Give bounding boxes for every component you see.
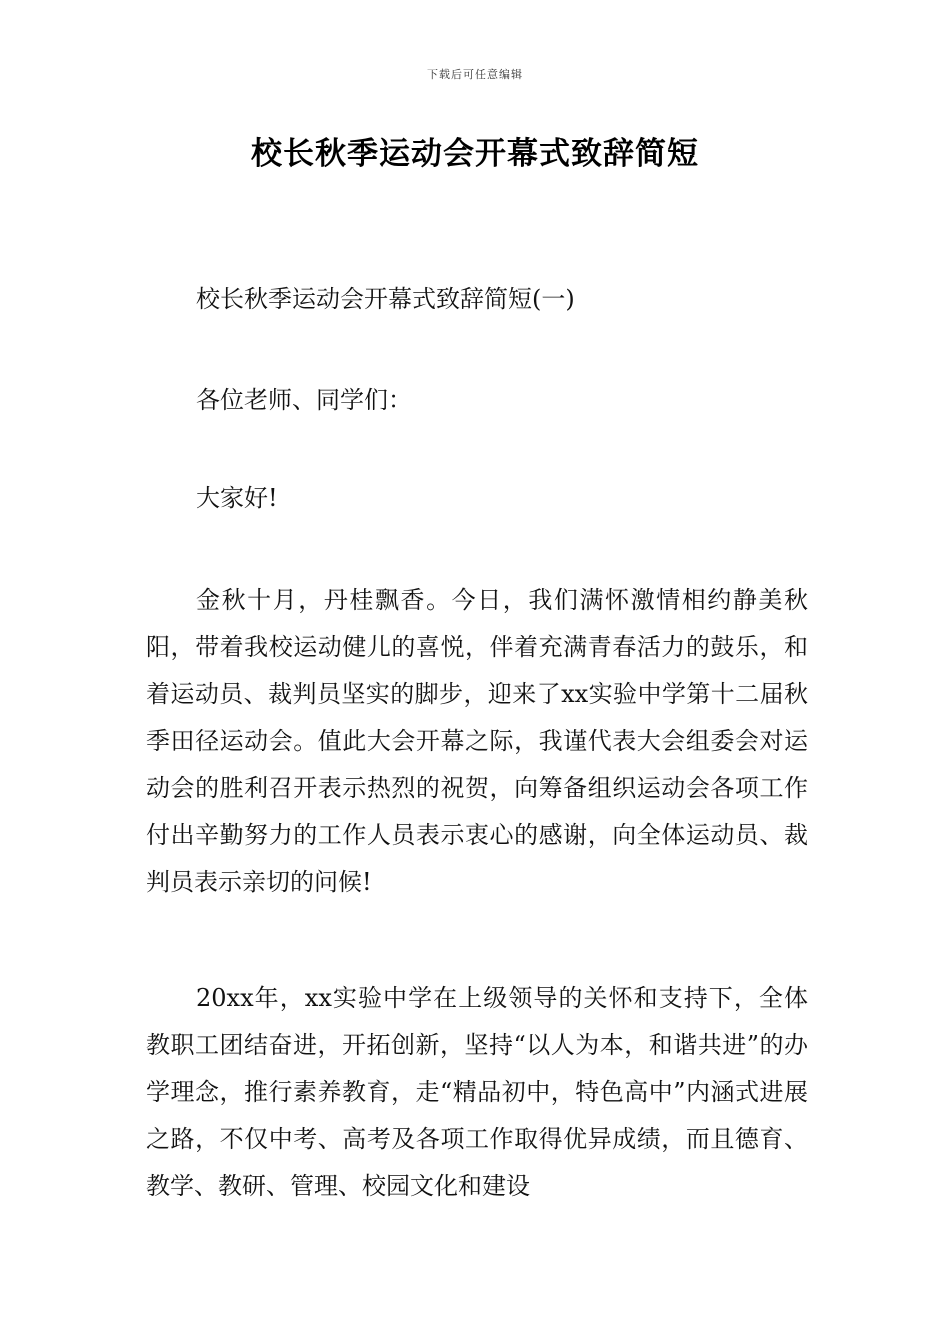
greeting: 大家好! bbox=[196, 484, 278, 512]
section-subtitle: 校长秋季运动会开幕式致辞简短(一) bbox=[196, 285, 575, 313]
document-title: 校长秋季运动会开幕式致辞简短 bbox=[251, 136, 699, 172]
salutation: 各位老师、同学们： bbox=[196, 386, 412, 414]
body-paragraph: 金秋十月，丹桂飘香。今日，我们满怀激情相约静美秋阳，带着我校运动健儿的喜悦，伴着充满青春活力的鼓乐，和着运动员、裁判员坚实的脚步，迎来了xx实验中学第十二届秋季田径运动会。值此大会开幕之际，我谨代表大会组委会对运动会的胜利召开表示热烈的祝贺，向筹备组织运动会各项工作付出辛勤努力的工作人员表示衷心的感谢，向全体运动员、裁判员表示亲切的问候! bbox=[146, 586, 808, 896]
body-paragraph: 20xx年，xx实验中学在上级领导的关怀和支持下，全体教职工团结奋进，开拓创新，坚持“以人为本，和谐共进”的办学理念，推行素养教育，走“精品初中，特色高中”内涵式进展之路，不仅中考、高考及各项工作取得优异成绩，而且德育、教学、教研、管理、校园文化和建设 bbox=[146, 984, 808, 1200]
header-note: 下载后可任意编辑 bbox=[427, 68, 523, 81]
